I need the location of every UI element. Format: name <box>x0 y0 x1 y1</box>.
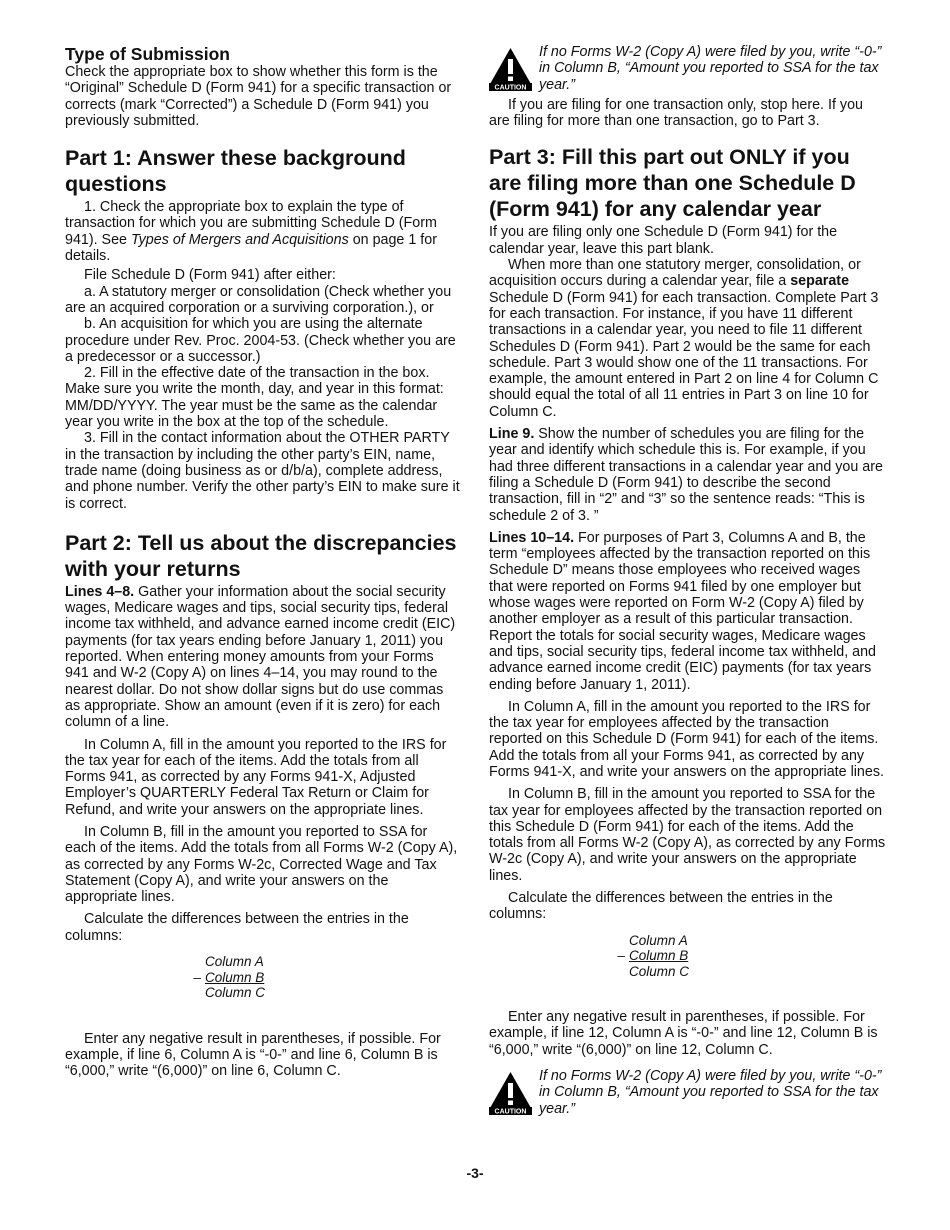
caution-label: CAUTION <box>494 84 527 91</box>
part2-calculate: Calculate the differences between the entries in the columns: <box>65 911 409 944</box>
part2-column-b: In Column B, fill in the amount you reported to SSA for each of the items. Add the totals from all Forms W-2 (Copy A), as corrected by any Forms W-2c, Corrected Wage and Tax Statement (Copy A), and write your answers on the appropriate lines. <box>65 823 458 906</box>
calc-column-c: Column C <box>629 963 690 979</box>
calc-minus-sign: – <box>617 948 625 964</box>
calc-column-b: Column B <box>205 969 265 985</box>
calc-column-a: Column A <box>205 954 264 970</box>
part3-column-b: In Column B, fill in the amount you reported to SSA for the tax year for employees affected by the transaction reported on this Schedule D (Form 941) for each of the items. Add the totals from all Forms W-2 (Copy A), as corrected by any Forms W-2c (Copy A), and write your answers on the appropriate lines. <box>489 786 886 884</box>
part3-calculation <box>611 933 886 980</box>
part1-file-either: File Schedule D (Form 941) after either: <box>84 267 336 284</box>
calc-column-b: Column B <box>629 948 689 964</box>
part2-column-a: In Column A, fill in the amount you reported to the IRS for the tax year for each of the items. Add the totals from all Forms 941, as corrected by any Forms 941-X, Adjusted Employer’s QUARTERLY Federal Tax Return or Claim for Refund, and write your answers on the appropriate lines. <box>65 736 447 818</box>
part2-heading: Part 2: Tell us about the discrepancies with your returns <box>65 530 457 581</box>
part1-item2: 2. Fill in the effective date of the transaction in the box. Make sure you write the month, day, and year in this format: MM/DD/YYYY. The year must be the same as the calendar year you write in the box at the top of the schedule. <box>65 365 444 431</box>
left-column <box>65 44 460 1079</box>
right-column <box>489 44 886 1117</box>
caution-icon <box>489 47 532 91</box>
part3-calculate: Calculate the differences between the entries in the columns: <box>489 890 833 923</box>
type-of-submission-text: Check the appropriate box to show whether this form is the “Original” Schedule D (Form 941) for a specific transaction or corrects (mark “Corrected”) a Schedule D (Form 941) you previously submitted. <box>65 64 452 129</box>
part3-negative-result: Enter any negative result in parentheses, if possible. For example, if line 12, Column A is “-0-” and line 12, Column B is “6,000,” write “(6,000)” on line 12, Column C. <box>489 1009 878 1058</box>
page-number: -3- <box>466 1165 484 1181</box>
part1-option-b: b. An acquisition for which you are using the alternate procedure under Rev. Proc. 2004-53. (Check whether you are a predecessor or a successor.) <box>65 316 456 365</box>
part1-item1: 1. Check the appropriate box to explain the type of transaction for which you are submitting Schedule D (Form 941). See Types of Mergers and Acquisitions on page 1 for details. <box>65 199 437 265</box>
caution-icon <box>489 1071 532 1115</box>
caution-text-2: If no Forms W-2 (Copy A) were filed by you, write “-0-” in Column B, “Amount you reported to SSA for the tax year.” <box>539 1068 882 1117</box>
part3-column-a: In Column A, fill in the amount you reported to the IRS for the tax year for employees affected by the transaction reported on this Schedule D (Form 941) for each of the items. Add the totals from all your Forms 941, as corrected by any Forms 941-X, and write your answers on the appropriate lines. <box>489 698 884 780</box>
one-transaction-note: If you are filing for one transaction only, stop here. If you are filing for more than one transaction, go to Part 3. <box>489 96 863 130</box>
caution-note-2 <box>489 1068 886 1117</box>
part2-negative-result: Enter any negative result in parentheses, if possible. For example, if line 6, Column A is “-0-” and line 6, Column B is “6,000,” write “(6,000)” on line 6, Column C. <box>65 1030 441 1080</box>
type-of-submission-heading: Type of Submission <box>65 44 230 64</box>
part1-option-a: a. A statutory merger or consolidation (Check whether you are an acquired corporation or a surviving corporation.), or <box>65 283 452 316</box>
part2-calculation <box>187 954 460 1001</box>
caution-text-1: If no Forms W-2 (Copy A) were filed by you, write “-0-” in Column B, “Amount you reported to SSA for the tax year.” <box>539 44 882 93</box>
part2-lines-4-8: Lines 4–8. Gather your information about the social security wages, Medicare wages and tips, social security tips, federal income tax withheld, and advance earned income credit (EIC) payments (for tax years ending before January 1, 2011) you reported. When entering money amounts from your Forms 941 and W-2 (Copy A) on lines 4–14, you may round to the nearest dollar. Do not show dollar signs but do use commas as appropriate. Show an amount (even if it is zero) for each column of a line. <box>65 583 456 731</box>
part3-intro: If you are filing only one Schedule D (Form 941) for the calendar year, leave this part blank. <box>489 224 838 257</box>
calc-column-a: Column A <box>629 932 688 948</box>
part3-lines-10-14: Lines 10–14. For purposes of Part 3, Columns A and B, the term “employees affected by the transaction reported on this Schedule D” means those employees who received wages that were reported on Forms 941 filed by one employer but whose wages were reported on Form W-2 (Copy A) filed by another employer as a result of this particular transaction. Report the totals for social security wages, Medicare wages and tips, social security tips, federal income tax withheld, and advance earned income credit (EIC) payments (for tax years ending before January 1, 2011). <box>489 529 877 693</box>
part3-multiple: When more than one statutory merger, consolidation, or acquisition occurs during a calendar year, file a separate Schedule D (Form 941) for each transaction. Complete Part 3 for each transaction. For instance, if you have 11 different transactions in a calendar year, you need to file 11 different Schedules D (Form 941). Part 2 would be the same for each schedule. Part 3 would show one of the 11 transactions. For example, the amount entered in Part 2 on line 4 for Column C should equal the total of all 11 entries in Part 3 on line 10 for Column C. <box>489 257 879 420</box>
part3-heading: Part 3: Fill this part out ONLY if you are filing more than one Schedule D (Form 941) for any calendar year <box>489 145 856 222</box>
part1-item3: 3. Fill in the contact information about the OTHER PARTY in the transaction by including the other party’s EIN, name, trade name (doing business as or d/b/a), complete address, and phone number. Verify the other party’s EIN to make sure it is correct. <box>65 430 460 512</box>
caution-label: CAUTION <box>494 1108 527 1116</box>
calc-column-c: Column C <box>205 985 266 1001</box>
part3-line-9: Line 9. Show the number of schedules you are filing for the year and identify which schedule this is. For example, if you had three different transactions in a calendar year and you are filing a Schedule D (Form 941) to describe the second transaction, fill in “2” and “3” so the sentence reads: “This is schedule 2 of 3. ” <box>489 426 883 524</box>
caution-note-1 <box>489 44 886 93</box>
calc-minus-sign: – <box>193 969 201 985</box>
part1-heading: Part 1: Answer these background questions <box>65 146 406 197</box>
